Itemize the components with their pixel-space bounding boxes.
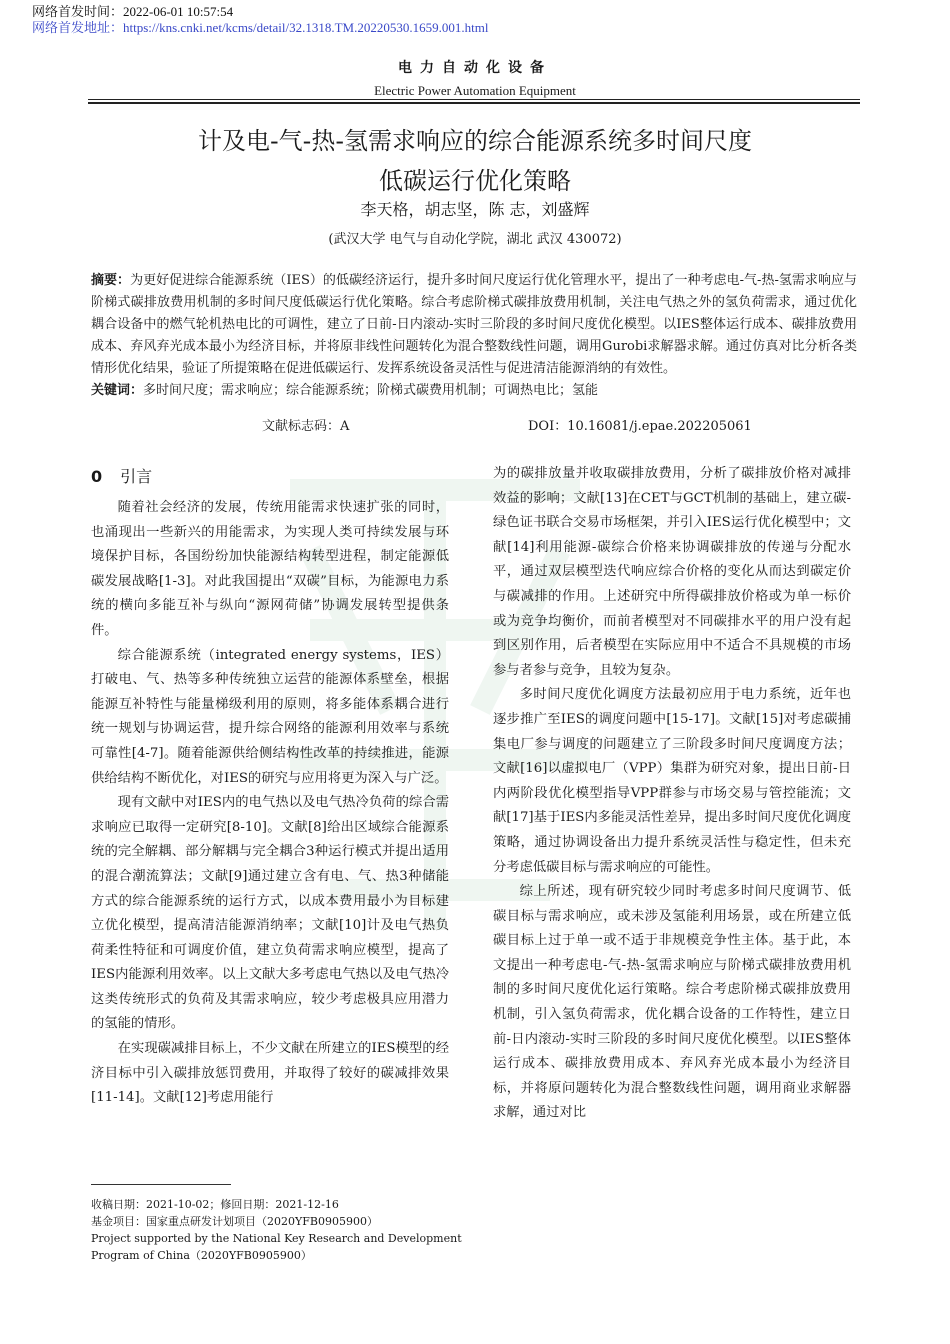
footnote-dates: 收稿日期：2021-10-02；修回日期：2021-12-16 [91,1198,339,1211]
right-column [493,462,851,1126]
title-line-1: 计及电-气-热-氢需求响应的综合能源系统多时间尺度 [198,127,752,155]
keywords [91,380,857,402]
first-publish-time: 网络首发时间：2022-06-01 10:57:54 [32,4,234,19]
abstract [91,270,857,380]
paragraph: 在实现碳减排目标上，不少文献在所建立的IES模型的经济目标中引入碳排放惩罚费用，并取得了较好的碳减排效果[11-14]。文献[12]考虑用能行 [91,1041,449,1106]
affiliation: (武汉大学 电气与自动化学院，湖北 武汉 430072) [328,232,622,247]
paragraph: 为的碳排放量并收取碳排放费用，分析了碳排放价格对减排效益的影响；文献[13]在CET与GCT机制的基础上，建立碳-绿色证书联合交易市场框架，并引入IES运行优化模型中；文献[14]利用能源-碳综合价格来协调碳排放的传递与分配水平，通过双层模型迭代响应综合价格的变化从而达到碳定价与碳减排的作用。上述研究中所得碳排放价格或为单一标价或为竞争均衡价，而前者模型对不同碳排水平的用户没有起到区别作用，后者模型在实际应用中不适合不具规模的市场参与者参与竞争，且较为复杂。 [493,466,851,678]
footnote-fund-en: Project supported by the National Key Research and Development Program of China（2020YFB0905900） [91,1232,462,1262]
footnote-fund: 基金项目：国家重点研发计划项目（2020YFB0905900） [91,1215,378,1228]
keywords-text: 多时间尺度；需求响应；综合能源系统；阶梯式碳费用机制；可调热电比；氢能 [143,383,599,398]
paragraph: 现有文献中对IES内的电气热以及电气热冷负荷的综合需求响应已取得一定研究[8-10]。文献[8]给出区域综合能源系统的完全解耦、部分解耦与完全耦合3种运行模式并提出适用的混合潮流算法；文献[9]通过建立含有电、气、热3种储能方式的综合能源系统的运行方式，以成本费用最小为目标建立优化模型，提高清洁能源消纳率；文献[10]计及电气热负荷柔性特征和可调度价值，建立负荷需求响应模型，提高了IES内能源利用效率。以上文献大多考虑电气热以及电气热冷这类传统形式的负荷及其需求响应，较少考虑极具应用潜力的氢能的情形。 [91,795,449,1032]
journal-header [0,57,950,99]
paragraph: 多时间尺度优化调度方法最初应用于电力系统，近年也逐步推广至IES的调度问题中[15-17]。文献[15]对考虑碳捕集电厂参与调度的问题建立了三阶段多时间尺度调度方法；文献[16]以虚拟电厂（VPP）集群为研究对象，提出日前-日内两阶段优化模型指导VPP群参与市场交易与管控能流；文献[17]基于IES内多能灵活性差异，提出多时间尺度优化调度策略，通过协调设备出力提升系统灵活性与稳定性，但未充分考虑低碳目标与需求响应的可能性。 [493,687,851,875]
keywords-label: 关键词： [91,383,144,398]
doi[interactable]: DOI：10.16081/j.epae.202205061 [528,419,752,434]
left-column [91,462,449,1111]
footnote-rule [91,1184,231,1185]
paragraph: 随着社会经济的发展，传统用能需求快速扩张的同时，也涌现出一些新兴的用能需求，为实现人类可持续发展与环境保护目标，各国纷纷加快能源结构转型进程，制定能源低碳发展战略[1-3]。对此我国提出“双碳”目标，为能源电力系统的横向多能互补与纵向“源网荷储”协调发展转型提供条件。 [91,500,449,638]
journal-name-en: Electric Power Automation Equipment [374,83,576,98]
authors: 李天格，胡志坚，陈 志，刘盛辉 [360,200,590,219]
header-rule-thin [88,99,860,100]
section-heading [91,462,449,492]
publication-meta [32,4,488,36]
footnotes [91,1196,463,1264]
document-code: 文献标志码：A [262,419,350,434]
paper-title [0,121,950,201]
paragraph: 综合能源系统（integrated energy systems，IES）打破电、气、热等多种传统独立运营的能源体系壁垒，根据能源互补特性与能量梯级利用的原则，将多能体系耦合进行统一规划与协调运营，提升综合网络的能源利用效率与系统可靠性[4-7]。随着能源供给侧结构性改革的持续推进，能源供给结构不断优化，对IES的研究与应用将更为深入与广泛。 [91,647,449,786]
first-publish-url[interactable]: 网络首发地址：https://kns.cnki.net/kcms/detail/32.1318.TM.20220530.1659.001.html [32,20,489,35]
header-rule-thick [88,102,860,104]
paragraph: 综上所述，现有研究较少同时考虑多时间尺度调节、低碳目标与需求响应，或未涉及氢能利用场景，或在所建立低碳目标上过于单一或不适于非规模竞争性主体。基于此，本文提出一种考虑电-气-热-氢需求响应与阶梯式碳排放费用机制的多时间尺度优化运行策略。综合考虑阶梯式碳排放费用机制，引入氢负荷需求，优化耦合设备的工作特性，建立日前-日内滚动-实时三阶段的多时间尺度优化模型。以IES整体运行成本、碳排放费用成本、弃风弃光成本最小为经济目标，并将原问题转化为混合整数线性问题，调用商业求解器求解，通过对比 [493,884,851,1121]
journal-name-cn: 电力自动化设备 [398,60,552,76]
section-title: 引言 [120,467,153,486]
title-line-2: 低碳运行优化策略 [379,167,571,195]
abstract-label: 摘要： [91,273,131,288]
abstract-text: 为更好促进综合能源系统（IES）的低碳经济运行，提升多时间尺度运行优化管理水平，提出了一种考虑电-气-热-氢需求响应与阶梯式碳排放费用机制的多时间尺度低碳运行优化策略。综合考虑阶梯式碳排放费用机制，关注电气热之外的氢负荷需求，通过优化耦合设备中的燃气轮机热电比的可调性，建立了日前-日内滚动-实时三阶段的多时间尺度优化模型。以IES整体运行成本、碳排放费用成本、弃风弃光成本最小为经济目标，并将原非线性问题转化为混合整数线性问题，调用Gurobi求解器求解。通过仿真对比分析各类情形优化结果，验证了所提策略在促进低碳运行、发挥系统设备灵活性与促进清洁能源消纳的有效性。 [91,273,857,376]
abstract-block [91,270,857,402]
section-number: 0 [91,467,103,486]
